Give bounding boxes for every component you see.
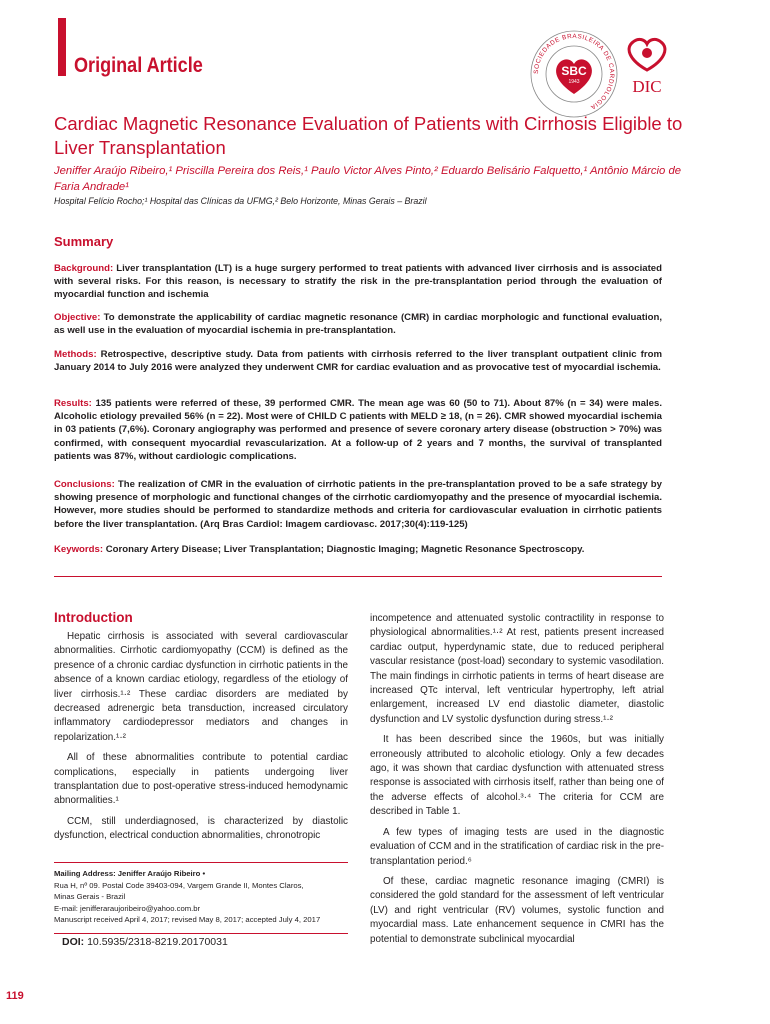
introduction-heading: Introduction (54, 610, 133, 625)
abstract-background (54, 262, 662, 302)
objective-text: To demonstrate the applicability of cardiac magnetic resonance (CMR) in cardiac morphologic and functional evaluation, as well use in the evaluation of myocardial ischemia in pre-transplantation. (54, 312, 662, 337)
sbc-ring-text: SOCIEDADE BRASILEIRA DE CARDIOLOGIA (532, 32, 616, 111)
paragraph: A few types of imaging tests are used in the diagnostic evaluation of CCM and in the stratification of cardiac risk in the pre-transplantation period.⁶ (370, 826, 664, 867)
keywords-label: Keywords: (54, 544, 104, 555)
keywords-text: Coronary Artery Disease; Liver Transplantation; Diagnostic Imaging; Magnetic Resonance Spectroscopy. (105, 544, 585, 555)
right-column (370, 612, 664, 953)
affiliations: Hospital Felício Rocho;¹ Hospital das Clínicas da UFMG,² Belo Horizonte, Minas Gerais – Brazil (54, 196, 427, 206)
address-line: Rua H, nº 09. Postal Code 39403-094, Vargem Grande II, Montes Claros, (54, 880, 304, 890)
address-line: Minas Gerais - Brazil (54, 892, 126, 901)
paragraph: Hepatic cirrhosis is associated with several cardiovascular abnormalities. Cirrhotic cardiomyopathy (CCM) is defined as the presence of a chronic cardiac dysfunction in cirrhotic patients in the absence of a known cardiac etiology, regardless of the etiology of liver cirrhosis.¹·² These cardiac disorders are mediated by decreased adrenergic beta transduction, increased circulatory inflammatory cardiodepressor mediators and changes in repolarization.¹·² (54, 631, 348, 743)
sbc-logo (528, 28, 620, 120)
manuscript-dates: Manuscript received April 4, 2017; revised May 8, 2017; accepted July 4, 2017 (54, 915, 321, 924)
sbc-logo-year: 1943 (568, 79, 580, 85)
left-column (54, 630, 348, 850)
mailing-label: Mailing Address: Jeniffer Araújo Ribeiro • (54, 869, 206, 878)
section-label: Original Article (74, 54, 203, 77)
article-title: Cardiac Magnetic Resonance Evaluation of Patients with Cirrhosis Eligible to Liver Transplantation (54, 113, 683, 158)
doi-divider (54, 933, 348, 934)
section-divider (54, 576, 662, 577)
paragraph: CCM, still underdiagnosed, is characterized by diastolic dysfunction, electrical conduction abnormalities, chronotropic (54, 815, 348, 842)
abstract-conclusions (54, 478, 662, 531)
results-text: 135 patients were referred of these, 39 performed CMR. The mean age was 60 (50 to 71). About 87% (n = 34) were males. Alcoholic etiology prevailed 56% (n = 22). Most were of CHILD C patients with MELD ≥ 18, (n = 26). CMR showed myocardial ischemia in 03 patients (7,6%). Coronary angiography was performed and presence of severe coronary artery disease (obstruction > 70%) was confirmed, with consequent myocardial revascularization. At a follow-up of 2 years and 7 months, the survival of transplanted patients was 87%, without cardiologic complications. (54, 398, 662, 462)
background-text: Liver transplantation (LT) is a huge surgery performed to treat patients with advanced liver cirrhosis and is associated with several risks. For this reason, is necessary to stratify the risk in the pre-transplantation period through the evaluation of myocardial function and ischemia (54, 263, 662, 301)
methods-label: Methods: (54, 349, 97, 360)
footnote-divider (54, 862, 348, 863)
correspondence-footnote (54, 868, 348, 926)
section-marker-bar (58, 18, 66, 76)
paragraph: All of these abnormalities contribute to potential cardiac complications, especially in patients undergoing liver transplantation due to post-operative stress-induced hemodynamic abnormalities.¹ (54, 752, 348, 807)
paragraph: It has been described since the 1960s, but was initially erroneously attributed to alcoholic etiology. Only a few decades ago, it was shown that cardiac dysfunction with attenuated stress response is associated with cirrhosis itself, rather than being one of the adverse effects of alcohol.³·⁴ The criteria for CCM are described in Table 1. (370, 734, 664, 818)
dic-logo (617, 34, 677, 96)
dic-logo-text: DIC (632, 77, 662, 96)
results-label: Results: (54, 398, 92, 409)
methods-text: Retrospective, descriptive study. Data from patients with cirrhosis referred to the liver transplant outpatient clinic from January 2014 to July 2016 were analyzed they underwent CMR for cardiac evaluation and as provocative test of myocardial ischemia. (54, 349, 662, 374)
email-line[interactable]: E-mail: jenifferaraujoribeiro@yahoo.com.br (54, 903, 201, 913)
background-label: Background: (54, 263, 114, 274)
abstract-results (54, 397, 662, 463)
objective-label: Objective: (54, 312, 101, 323)
summary-heading: Summary (54, 234, 114, 249)
author-list: Jeniffer Araújo Ribeiro,¹ Priscilla Pereira dos Reis,¹ Paulo Victor Alves Pinto,² Eduardo Belisário Falquetto,¹ Antônio Márcio de Faria Andrade¹ (54, 165, 682, 193)
paragraph: Of these, cardiac magnetic resonance imaging (CMRI) is considered the gold standard for the assessment of left ventricular (LV) and right ventricular (RV) volumes, systolic function and myocardial mass. Late enhancement sequence in CMRI has the potential to demonstrate subclinical myocardial (370, 875, 664, 945)
doi-label: DOI: (62, 936, 85, 948)
abstract-methods (54, 348, 662, 374)
doi (62, 936, 228, 948)
page-number: 119 (6, 990, 24, 1002)
doi-value[interactable]: 10.5935/2318-8219.20170031 (87, 936, 228, 948)
sbc-logo-text: SBC (561, 64, 587, 78)
conclusions-text: The realization of CMR in the evaluation of cirrhotic patients in the pre-transplantation proved to be a safe strategy by showing presence of morphologic and functional changes of the cirrhotic cardiomyopathy and the presence of myocardial ischemia. However, more studies should be performed to standardize methods and criteria for cardiovascular evaluation in cirrhotic patients before the liver transplantation. (Arq Bras Cardiol: Imagem cardiovasc. 2017;30(4):119-125) (54, 479, 662, 530)
paragraph: incompetence and attenuated systolic contractility in response to physiological abnormalities.¹·² At rest, patients present increased cardiac output, hyperdynamic state, due to reduced peripheral vascular resistance (post-load) secondary to systemic vasodilation. The main findings in cirrhotic patients in terms of heart disease are increased QTc interval, left ventricular hypertrophy, left atrial enlargement, increased LV end diastolic diameter, diastolic dysfunction and LV systolic dysfunction during stress.¹·² (370, 613, 664, 725)
keywords (54, 544, 694, 555)
abstract-objective (54, 311, 662, 337)
conclusions-label: Conclusions: (54, 479, 115, 490)
